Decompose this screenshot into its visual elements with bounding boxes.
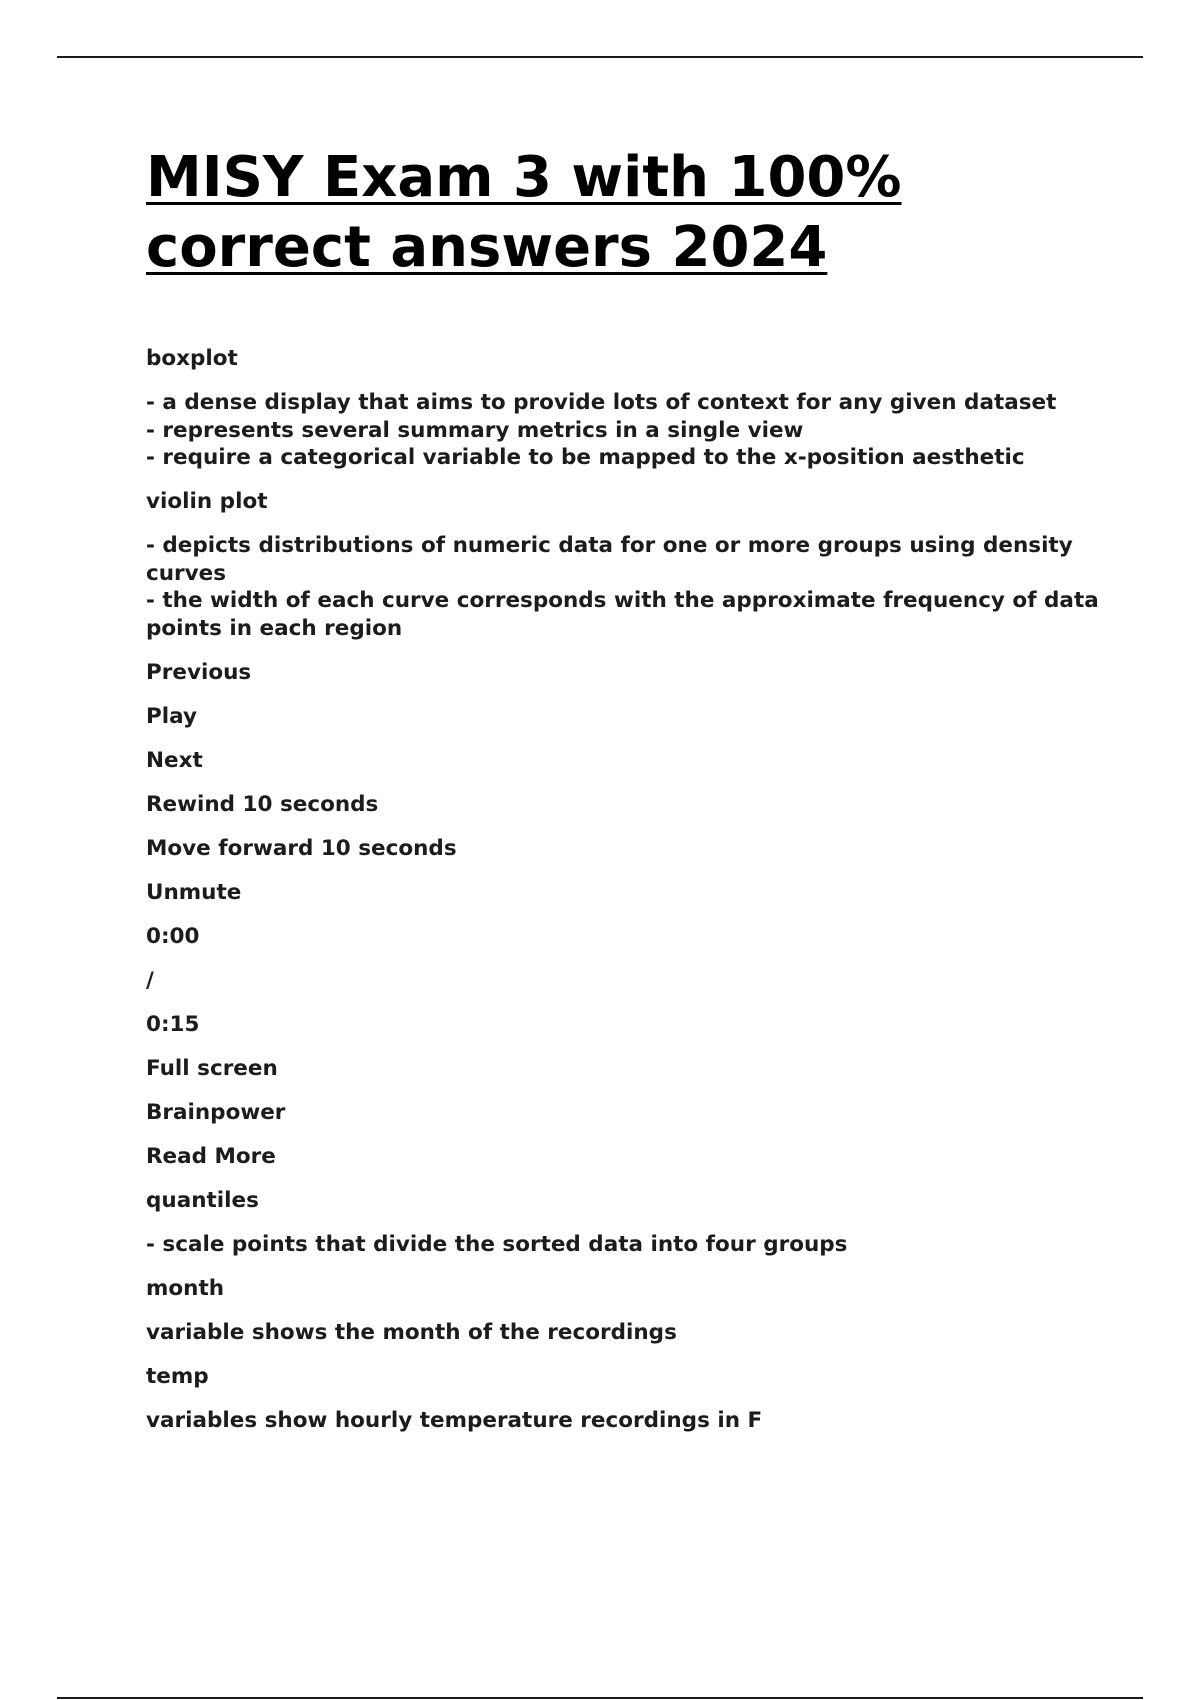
rewind-text: Rewind 10 seconds <box>146 791 379 817</box>
document-body <box>146 345 1106 1451</box>
unmute-text: Unmute <box>146 879 242 905</box>
previous-text: Previous <box>146 659 252 685</box>
term-quantiles: quantiles <box>146 1187 259 1213</box>
top-divider <box>57 56 1143 58</box>
definition-temp: variables show hourly temperature recordings in F <box>146 1407 763 1433</box>
term-violin-plot: violin plot <box>146 489 268 514</box>
full-screen-text: Full screen <box>146 1055 278 1081</box>
definition-month: variable shows the month of the recordings <box>146 1319 677 1345</box>
current-time-text: 0:00 <box>146 923 200 949</box>
read-more-text: Read More <box>146 1143 276 1169</box>
definition-quantiles: - scale points that divide the sorted data into four groups <box>146 1231 848 1257</box>
duration-text: 0:15 <box>146 1011 200 1037</box>
term-boxplot: boxplot <box>146 346 238 371</box>
time-separator-text: / <box>146 967 154 993</box>
term-temp: temp <box>146 1363 209 1389</box>
definition-boxplot: - a dense display that aims to provide lots of context for any given dataset - represents several summary metrics in a single view - require a categorical variable to be mapped to the x-position aesthetic <box>146 390 1057 470</box>
next-text: Next <box>146 747 203 773</box>
bottom-divider <box>57 1697 1143 1699</box>
play-text: Play <box>146 703 197 729</box>
term-month: month <box>146 1275 225 1301</box>
definition-violin-plot: - depicts distributions of numeric data for one or more groups using density curves - the width of each curve corresponds with the approximate frequency of data points in each region <box>146 533 1099 641</box>
page-title: MISY Exam 3 with 100% correct answers 2024 <box>146 145 902 280</box>
brainpower-text: Brainpower <box>146 1099 286 1125</box>
forward-text: Move forward 10 seconds <box>146 835 457 861</box>
